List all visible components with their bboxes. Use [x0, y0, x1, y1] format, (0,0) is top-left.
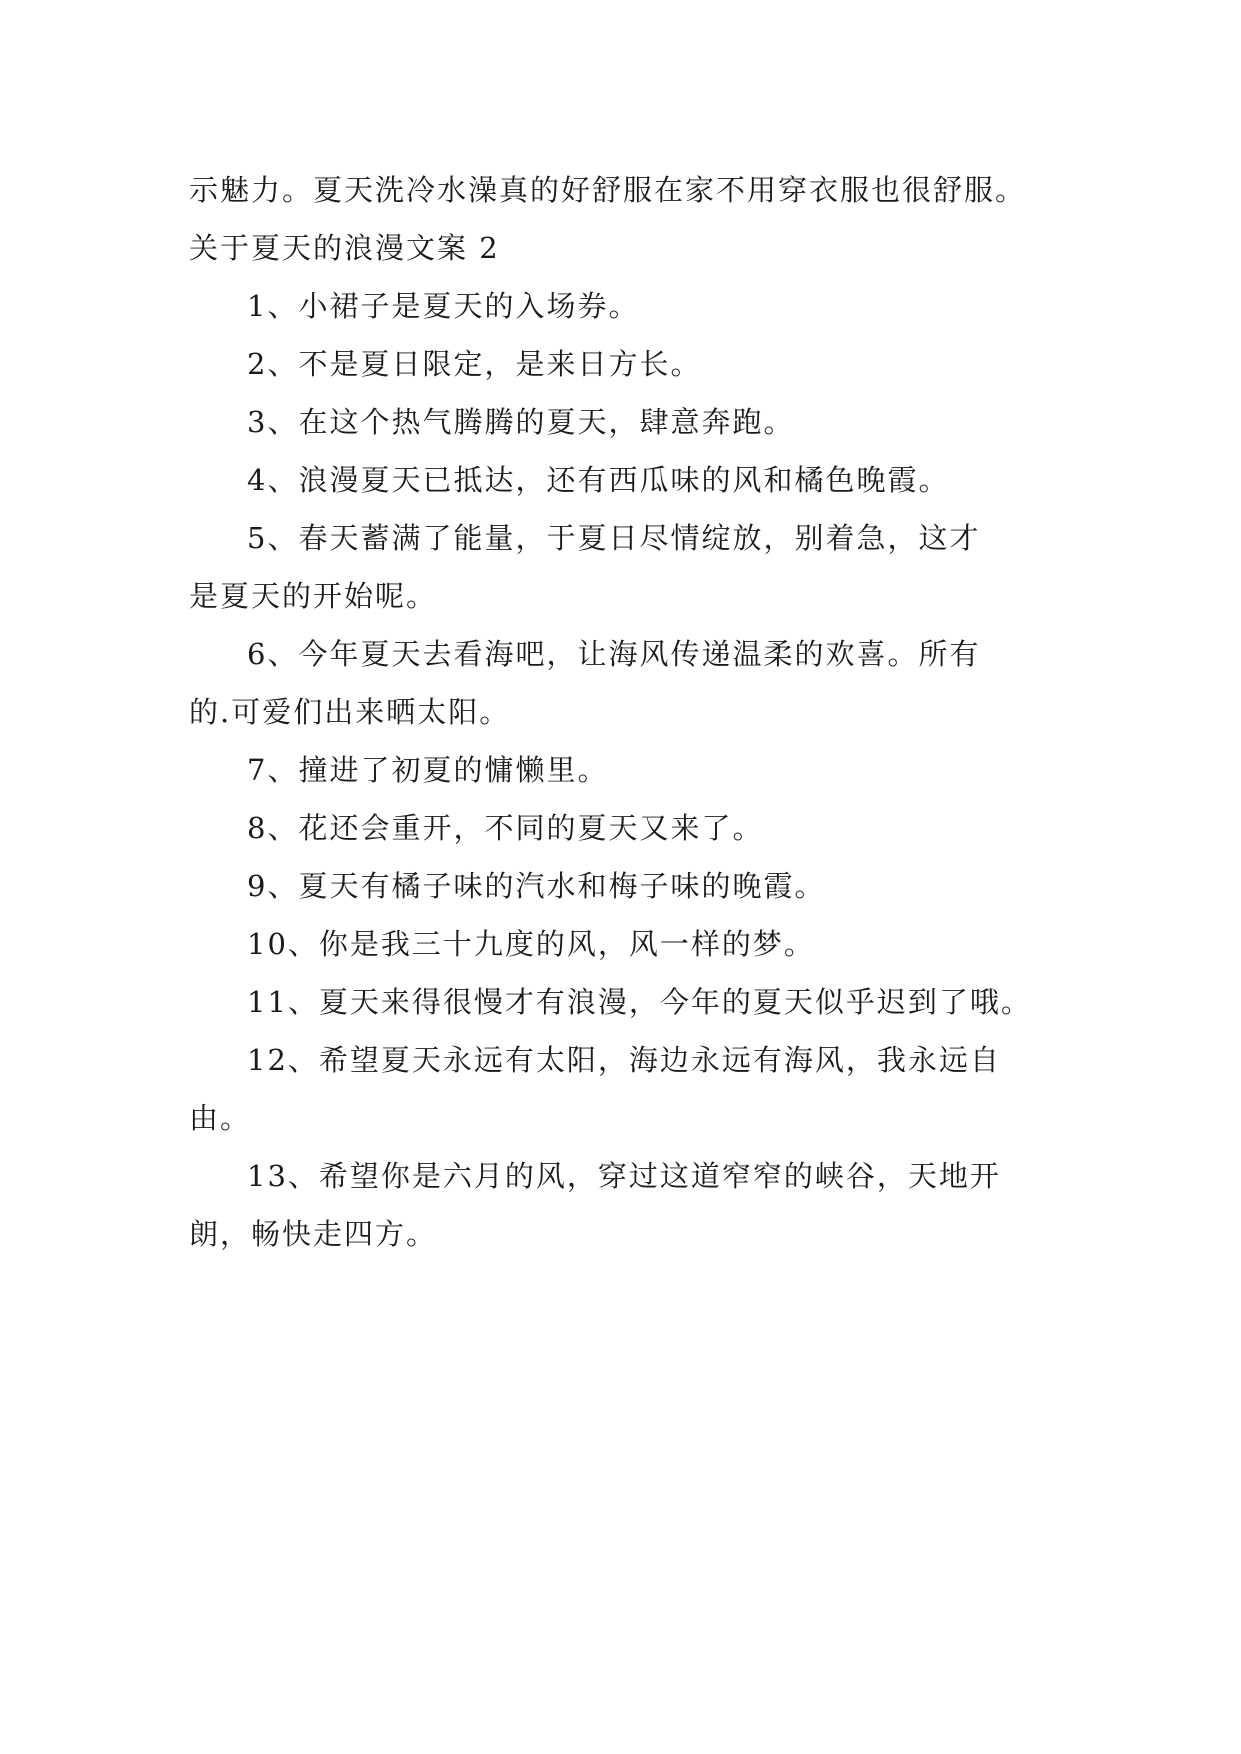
list-item-3: 3、在这个热气腾腾的夏天，肆意奔跑。: [247, 405, 795, 439]
list-item-6-wrap: 的.可爱们出来晒太阳。: [189, 695, 511, 729]
list-item-9: 9、夏天有橘子味的汽水和梅子味的晚霞。: [247, 869, 826, 903]
list-item-5-wrap: 是夏天的开始呢。: [189, 579, 438, 613]
list-item-1: 1、小裙子是夏天的入场券。: [247, 289, 640, 323]
list-item-2: 2、不是夏日限定，是来日方长。: [247, 347, 702, 381]
list-item-4: 4、浪漫夏天已抵达，还有西瓜味的风和橘色晚霞。: [247, 463, 950, 497]
document-body: [189, 161, 1089, 1263]
list-item-13-wrap: 朗，畅快走四方。: [189, 1217, 438, 1251]
list-item-6: 6、今年夏天去看海吧，让海风传递温柔的欢喜。所有: [247, 637, 981, 671]
section-heading: 关于夏天的浪漫文案 2: [189, 231, 500, 265]
list-item-7: 7、撞进了初夏的慵懒里。: [247, 753, 609, 787]
list-item-5: 5、春天蓄满了能量，于夏日尽情绽放，别着急，这才: [247, 521, 981, 555]
body-line-continuation: 示魅力。夏天洗冷水澡真的好舒服在家不用穿衣服也很舒服。: [189, 173, 1027, 207]
list-item-12: 12、希望夏天永远有太阳，海边永远有海风，我永远自: [247, 1043, 1001, 1077]
list-item-12-wrap: 由。: [189, 1101, 252, 1135]
list-item-10: 10、你是我三十九度的风，风一样的梦。: [247, 927, 815, 961]
list-item-8: 8、花还会重开，不同的夏天又来了。: [247, 811, 764, 845]
list-item-13: 13、希望你是六月的风，穿过这道窄窄的峡谷，天地开: [247, 1159, 1001, 1193]
list-item-11: 11、夏天来得很慢才有浪漫，今年的夏天似乎迟到了哦。: [247, 985, 1032, 1019]
